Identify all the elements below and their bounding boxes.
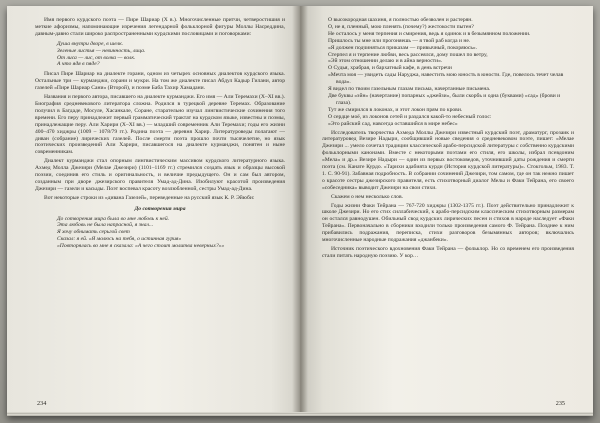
paragraph: Вот некоторые строки из «дивана Газелей», переведенные на русский язык К. Р. Эйюби: bbox=[44, 194, 255, 201]
paragraph: Годы жизни Факи Тейрана — 767-720 хиджры (1302-1375 гг.). Поэт действительно принадлежит к школе Джезири. Но его стих силлабический, к арабо-персидским классическим стихотворным размерам он остался равнодушен. Обильный свод курдских лирических песен и стихов в народе наследует «Факи Тейрана». Первоначально в сборники входили только произведения самого Ф. Тейрана. Позднее к ним прибавились подражания, переписка, стихи разговоров безымянных авторов; включались многочисленные народные подражания «джанбеки». bbox=[322, 202, 574, 244]
verse-line: О, не я, пленный, мою пленять (почему?) жестокости пытен? bbox=[328, 23, 474, 30]
verse-title: До сотворения мира bbox=[134, 205, 186, 212]
paragraph: Писал Пире Шариар на диалекте горани, одном из четырех основных диалектов курдского языка. Остальные три — курманджи, сорани и мукри. На том же диалекте писал Абдул Кадыр Гилани, автор газелей «Пире Шариар Сани» (Второй), и поэме Баба Тахир Хамадани. bbox=[35, 71, 285, 92]
page-number-right: 235 bbox=[555, 400, 565, 407]
right-page-text bbox=[322, 17, 574, 262]
page-number-left: 234 bbox=[37, 400, 47, 407]
book-page-left bbox=[7, 6, 300, 416]
left-page-text bbox=[35, 17, 285, 253]
verse-line: Я хочу обнимать серьгой свет bbox=[57, 229, 130, 236]
verse-line: Зеленые листья — невинность, лица. bbox=[57, 47, 146, 54]
verse-line: Я видел по твоим газельным глазам письма, начертанные письмена. bbox=[328, 86, 491, 93]
verse-line: Не осталось у меня терпения и смирения, ведь я одинок и в безымянном положении. bbox=[328, 30, 531, 37]
verse-line: Сказал: я ей. «Я молюсь на тебя, о истинная гурия» bbox=[57, 236, 182, 243]
verse-line: «Это райский сад, навсегда оставшийся в мире небес» bbox=[328, 120, 458, 127]
verse-block bbox=[328, 17, 574, 128]
verse-line: Стерпел я и терпение любви, весь рассеялся, дому пошел по ветру, bbox=[328, 51, 488, 58]
verse-line: «Эй этом отношении делаю и в айна верности». bbox=[328, 58, 443, 65]
verse-block bbox=[57, 216, 285, 251]
verse-line: Тут же смирился в локонах, и этот локон прям по крови. bbox=[328, 106, 463, 113]
verse-line: О сердце моё, из локонов сетей и раздался какой-то небесный голос: bbox=[328, 113, 492, 120]
verse-line: Две буквы «эйн» (начертание) попарных «джейзи», были скорбь и одна (буквами) «сад» (брови и глаза). bbox=[328, 92, 561, 106]
verse-line: «Повторялась во мне я сказала: «А чего стоит молитва неверных?»» bbox=[57, 243, 225, 250]
page-stack-edge bbox=[7, 412, 593, 416]
verse-line: «Мечта моя — увидеть сады Наруджа, навестить мою юность в юности. Где, повелось течет челав вода». bbox=[328, 72, 564, 86]
paragraph: Имя первого курдского поэта — Пире Шариар (X в.). Многочисленные притчи, четверостишия и меткие афоризмы, напоминающие изречения легендарной фольклорной фигуры Моллы Насреддина, давным-давно стали широко распространенными курдскими пословицами и поговорками: bbox=[35, 17, 285, 37]
verse-line: О высокородная шахиня, я полностью обезволен и растерян. bbox=[328, 17, 473, 23]
verse-line: «Я должен подчиняться приказам — привычный, покоряюсь». bbox=[328, 44, 478, 51]
paragraph: Источник поэтического вдохновения Факи Тейрана — фольклор. Но со временем его произведения стали питать народную поэзию. У кор… bbox=[322, 246, 574, 259]
book-page-right bbox=[300, 6, 593, 416]
paragraph: Скажем о нем несколько слов. bbox=[331, 193, 404, 200]
paragraph: Названия и первого автора, писавшего на диалекте курманджи. Его имя — Али Теремахи (X–XI вв.). Биография средневекового литератора сложна. Родился в турецкой деревне Теремах. Образование получил в Багдаде, Мосуле, Хасанкале, Соране, старательно изучал лингвистические сочинения того времени. Его перу принадлежит первый грамматический трактат на курдском языке, известны и поэмы, принадлежащие перу. Али Харири (X–XI вв.) — младший современник Али Теремахи; годы его жизни 400–470 хиджры (1009 – 1078/79 гг.). Родина поэта — деревня Харир. Литературоведы полагают — диван (собрание) лирических газелей. После смерти поэта прошло почти тысячелетие, но язык поэтических произведений Али Харири, писавшегося на диалекте курманджи, понятен и ныне современникам. bbox=[35, 94, 285, 156]
verse-line: О Судья, храбрая, и бархатный кафе, в день встречи bbox=[328, 65, 452, 72]
verse-line: До сотворения мира была во мне любовь к ней. bbox=[57, 215, 170, 222]
verse-line: От лиса — лис, от волка — волк. bbox=[57, 54, 136, 61]
verse-block bbox=[57, 41, 285, 69]
verse-line: Пришлось ты мне или прогоняешь — я твой раб когда и не. bbox=[328, 37, 471, 44]
verse-line: Душа внутри дворе, в шелк. bbox=[57, 40, 124, 47]
book-spread bbox=[7, 6, 593, 416]
paragraph: Диалект курманджи стал опорным лингвистическим массивом курдского литературного языка. Ахмед Молла Джезири (Мелае Джезири) (1101–1169 гг.) стремился создать язык и образцы высокой поэзии, соединив его стиль и оригинальность, и величие предыдущего. Он и сам был автором, созданным при дворе джезирского правителя Умад-ад-Дина. Изобилуют красотой произведения Джезири — газели и касыды. Поэт воспевал красоту возлюбленной, сестры Умад-ад-Дина. bbox=[35, 158, 285, 192]
verse-line: А что ядя в пяде? bbox=[57, 61, 100, 68]
verse-line: Эта любовь не была напрасной, я знал... bbox=[57, 222, 154, 229]
paragraph: Исследователь творчества Ахмеда Моллы Джезири известный курдский поэт, драматург, прозаик и литературовед Везире Надыри, сообщивший новые сведения о средневековом поэте, пишет: «Мелае Джезири ... умело сочетал традиции классической арабо-персидской литературы с собственно курдскими фольклорными канонами. Вместе с некоторыми поэтами его стиля, его школы, избрал псевдоним «Мела» и др.» Везире Надыри — один из первых востоковедов, уточнивший даты рождения и смерти поэта (см. Канате Курдо. «Тарихи адабията курди (История курдской литературы)». Стокгольм, 1983. Т. 1. С. 90-91). Забавная подробность. В собрании сочинений Джезири, том самом, где он так нежно пишет о красоте сестры джезирского правителя, есть стихотворный диалог Мелы и Факи Тейрана, его своего «собеседника» выводит Джезири на свои стихи. bbox=[322, 129, 574, 191]
